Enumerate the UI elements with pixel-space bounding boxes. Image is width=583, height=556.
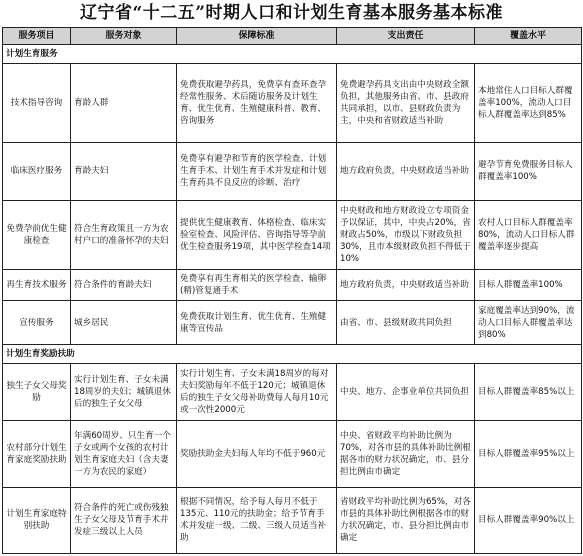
service-name: 再生育技术服务 [3, 270, 71, 301]
service-name: 技术指导咨询 [3, 63, 71, 142]
service-target: 育龄夫妇 [71, 143, 177, 200]
table-row [3, 143, 582, 200]
service-name: 独生子女父母奖励 [3, 364, 71, 421]
service-funding: 由省、市、县级财政共同负担 [337, 301, 475, 345]
service-name: 免费孕前优生健康检查 [3, 200, 71, 270]
header-target: 服务对象 [71, 28, 177, 45]
service-standard: 奖励扶助金夫妇每人年均不低于960元 [177, 421, 337, 487]
service-coverage: 本地常住人口目标人群覆盖率100%，流动人口目标人群覆盖率达到85% [475, 63, 582, 142]
header-row [3, 28, 582, 45]
service-name: 农村部分计划生育家庭奖励扶助 [3, 421, 71, 487]
service-name: 计划生育家庭特别扶助 [3, 487, 71, 553]
service-target: 符合条件的死亡或伤残独生子女父母及节育手术并发症三级以上人员 [71, 487, 177, 553]
service-target: 年满60周岁、只生育一个子女或两个女孩的农村计划生育家庭夫妇（含夫妻一方为农民的家庭） [71, 421, 177, 487]
section-label: 计划生育奖励扶助 [3, 345, 582, 364]
table-row [3, 364, 582, 421]
service-funding: 免费避孕药具支出由中央财政全额负担，其他服务由省、市、县政府共同承担，以市、县财政负责为主，中央和省财政适当补助 [337, 63, 475, 142]
service-name: 临床医疗服务 [3, 143, 71, 200]
service-standard: 免费获取避孕药具，免费享有查环查孕经常性服务、术后随访服务及计划生育、优生优育、生殖健康科普、教育、咨询服务 [177, 63, 337, 142]
service-target: 城乡居民 [71, 301, 177, 345]
table-row [3, 301, 582, 345]
service-target: 实行计划生育、子女未满18周岁的夫妇；城镇退休后的独生子女父母 [71, 364, 177, 421]
service-coverage: 农村人口目标人群覆盖率80%，流动人口目标人群覆盖率逐步提高 [475, 200, 582, 270]
section-row [3, 45, 582, 64]
service-coverage: 避孕节育免费服务目标人群覆盖率100% [475, 143, 582, 200]
section-label: 计划生育服务 [3, 45, 582, 64]
service-coverage: 家庭覆盖率达到90%，流动人口目标人群覆盖率达到80% [475, 301, 582, 345]
service-standard: 免费获取计划生育、优生优育、生殖健康等宣传品 [177, 301, 337, 345]
table-row [3, 270, 582, 301]
header-coverage: 覆盖水平 [475, 28, 582, 45]
header-funding: 支出责任 [337, 28, 475, 45]
service-coverage: 目标人群覆盖率85%以上 [475, 364, 582, 421]
service-standard: 免费享有再生育相关的医学检查、输卵(精)管复通手术 [177, 270, 337, 301]
table-row [3, 200, 582, 270]
service-funding: 中央、地方、企事业单位共同负担 [337, 364, 475, 421]
service-target: 符合条件的育龄夫妇 [71, 270, 177, 301]
service-funding: 中央财政和地方财政设立专项资金予以保证，其中，中央占20%，省财政占50%，市级以下财政负担30%，且市本级财政负担不得低于10% [337, 200, 475, 270]
section-row [3, 345, 582, 364]
table-row [3, 487, 582, 553]
service-standard: 根据不同情况，给予每人每月不低于135元、110元的扶助金；给予节育手术并发症一级、二级、三级人员适当补助 [177, 487, 337, 553]
service-target: 育龄人群 [71, 63, 177, 142]
header-service: 服务项目 [3, 28, 71, 45]
service-coverage: 目标人群覆盖率95%以上 [475, 421, 582, 487]
service-funding: 省财政平均补助比例为65%，对各市县的具体补助比例根据各市的财力状况确定，市、县分担比例由市确定 [337, 487, 475, 553]
service-target: 符合生育政策且一方为农村户口的准备怀孕的夫妇 [71, 200, 177, 270]
table-row [3, 63, 582, 142]
table-row [3, 421, 582, 487]
standards-table [2, 27, 582, 554]
service-standard: 提供优生健康教育、体格检查、临床实验室检查、风险评估、咨询指导等孕前优生检查服务19项，其中医学检查14项 [177, 200, 337, 270]
service-funding: 中央、省财政平均补助比例为70%，对各市县的具体补助比例根据各市的财力状况确定，市、县分担比例由市确定 [337, 421, 475, 487]
service-funding: 地方政府负责，中央财政适当补助 [337, 270, 475, 301]
service-coverage: 目标人群覆盖率100% [475, 270, 582, 301]
header-standard: 保障标准 [177, 28, 337, 45]
service-standard: 免费享有避孕和节育的医学检查、计划生育手术、计划生育手术并发症和计划生育药具不良反应的诊断、治疗 [177, 143, 337, 200]
service-coverage: 目标人群覆盖率90%以上 [475, 487, 582, 553]
service-name: 宣传服务 [3, 301, 71, 345]
service-funding: 地方政府负责，中央财政适当补助 [337, 143, 475, 200]
document-title: 辽宁省“十二五”时期人口和计划生育基本服务基本标准 [79, 3, 504, 23]
service-standard: 实行计划生育、子女未满18周岁的每对夫妇奖励每年不低于120元；城镇退休后的独生子女父母补助费每人每月10元或一次性2000元 [177, 364, 337, 421]
